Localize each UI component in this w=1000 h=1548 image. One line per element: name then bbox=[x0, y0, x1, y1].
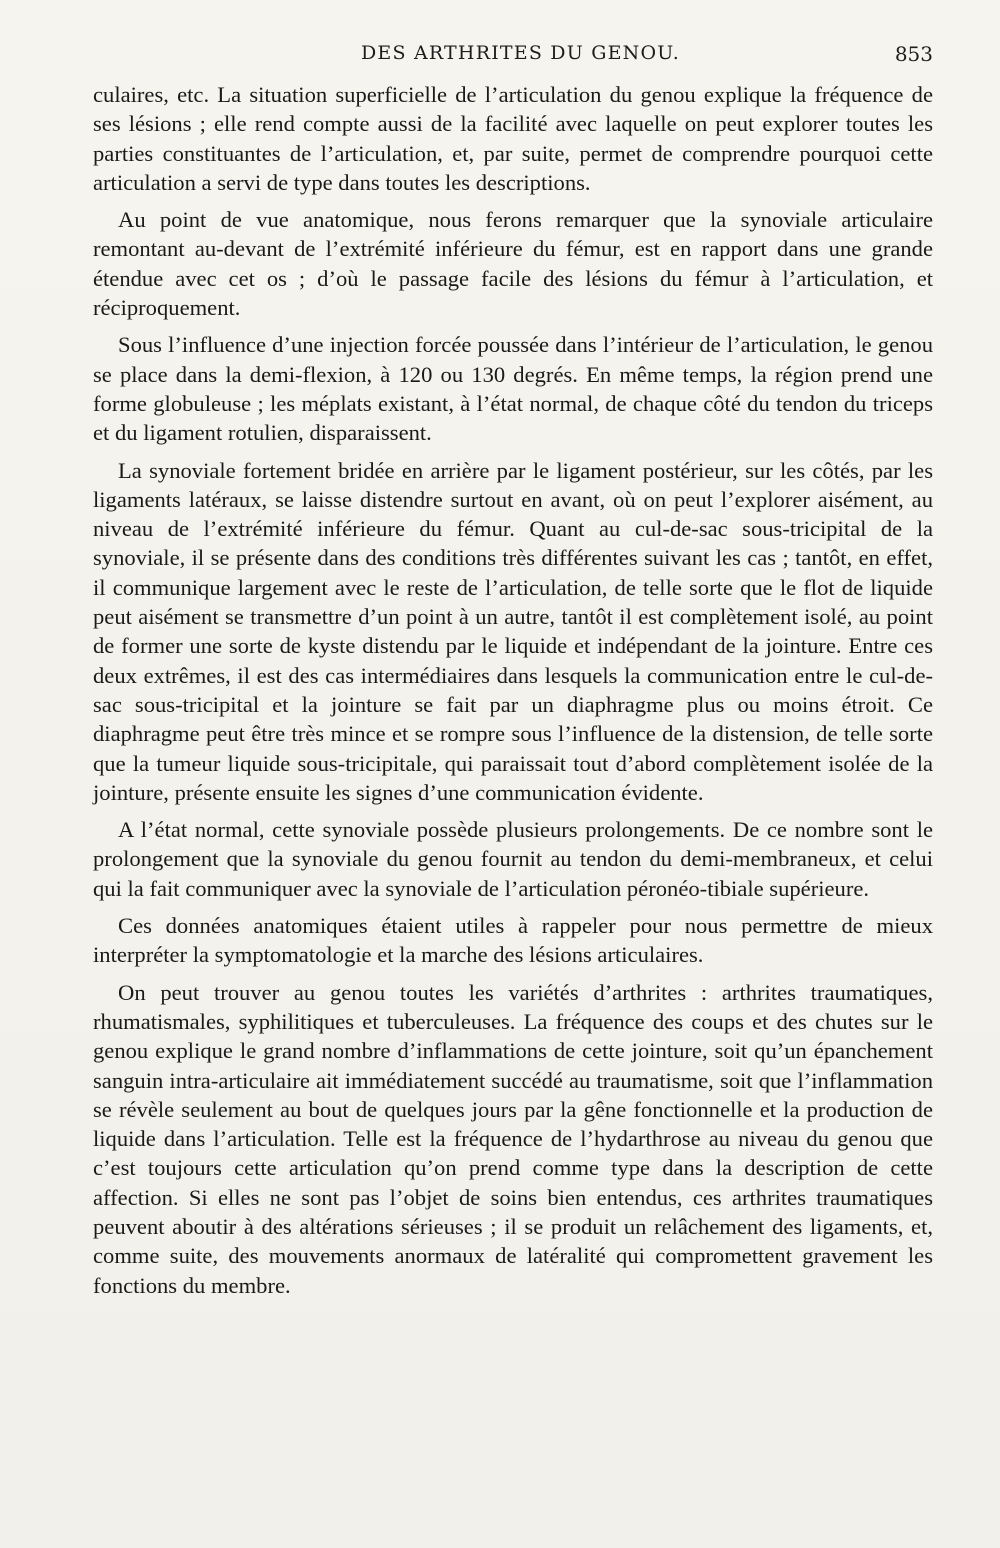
paragraph-4: La synoviale fortement bridée en arrière par le ligament postérieur, sur les côtés, par les ligaments latéraux, se laisse distendre surtout en avant, où on peut l’explorer aisément, au niveau de l’extrémité inférieure du fémur. Quant au cul-de-sac sous-tricipital de la synoviale, il se présente dans des conditions très différentes suivant les cas ; tantôt, en effet, il communique largement avec le reste de l’articulation, de telle sorte que le flot de liquide peut aisément se transmettre d’un point à un autre, tantôt il est complètement isolé, au point de former une sorte de kyste distendu par le liquide et indépendant de la jointure. Entre ces deux extrêmes, il est des cas intermédiaires dans lesquels la communication entre le cul-de-sac sous-tricipital et la jointure se fait par un diaphragme plus ou moins étroit. Ce diaphragme peut être très mince et se rompre sous l’influence de la distension, de telle sorte que la tumeur liquide sous-tricipitale, qui paraissait tout d’abord complètement isolée de la jointure, présente ensuite les signes d’une communication évidente. bbox=[93, 457, 933, 805]
paragraph-6: Ces données anatomiques étaient utiles à rappeler pour nous permettre de mieux interpréter la symptomatologie et la marche des lésions articulaires. bbox=[93, 913, 933, 968]
paragraph-5: A l’état normal, cette synoviale possède plusieurs prolongements. De ce nombre sont le prolongement que la synoviale du genou fournit au tendon du demi-membraneux, et celui qui la fait communiquer avec la synoviale de l’articulation péronéo-tibiale supérieure. bbox=[93, 817, 933, 901]
page-number: 853 bbox=[894, 42, 933, 66]
page-header bbox=[93, 42, 933, 74]
body-text bbox=[93, 80, 933, 1308]
paragraph-1: culaires, etc. La situation superficielle de l’articulation du genou explique la fréquence de ses lésions ; elle rend compte aussi de la facilité avec laquelle on peut explorer toutes les parties constituantes de l’articulation, et, par suite, permet de comprendre pourquoi cette articulation a servi de type dans toutes les descriptions. bbox=[93, 82, 933, 195]
paragraph-7: On peut trouver au genou toutes les variétés d’arthrites : arthrites traumatiques, rhumatismales, syphilitiques et tuberculeuses. La fréquence des coups et des chutes sur le genou explique le grand nombre d’inflammations de cette jointure, soit qu’un épanchement sanguin intra-articulaire ait immédiatement succédé au traumatisme, soit que l’inflammation se révèle seulement au bout de quelques jours par la gêne fonctionnelle et la production de liquide dans l’articulation. Telle est la fréquence de l’hydarthrose au niveau du genou que c’est toujours cette articulation qu’on prend comme type dans la description de cette affection. Si elles ne sont pas l’objet de soins bien entendus, ces arthrites traumatiques peuvent aboutir à des altérations sérieuses ; il se produit un relâchement des ligaments, et, comme suite, des mouvements anormaux de latéralité qui compromettent gravement les fonctions du membre. bbox=[93, 979, 933, 1298]
paragraph-2: Au point de vue anatomique, nous ferons remarquer que la synoviale articulaire remontant au-devant de l’extrémité inférieure du fémur, est en rapport dans une grande étendue avec cet os ; d’où le passage facile des lésions du fémur à l’articulation, et réciproquement. bbox=[93, 207, 933, 321]
paragraph-3: Sous l’influence d’une injection forcée poussée dans l’intérieur de l’articulation, le genou se place dans la demi-flexion, à 120 ou 130 degrés. En même temps, la région prend une forme globuleuse ; les méplats existant, à l’état normal, de chaque côté du tendon du triceps et du ligament rotulien, disparaissent. bbox=[93, 332, 933, 446]
running-title: DES ARTHRITES DU GENOU. bbox=[361, 42, 680, 64]
